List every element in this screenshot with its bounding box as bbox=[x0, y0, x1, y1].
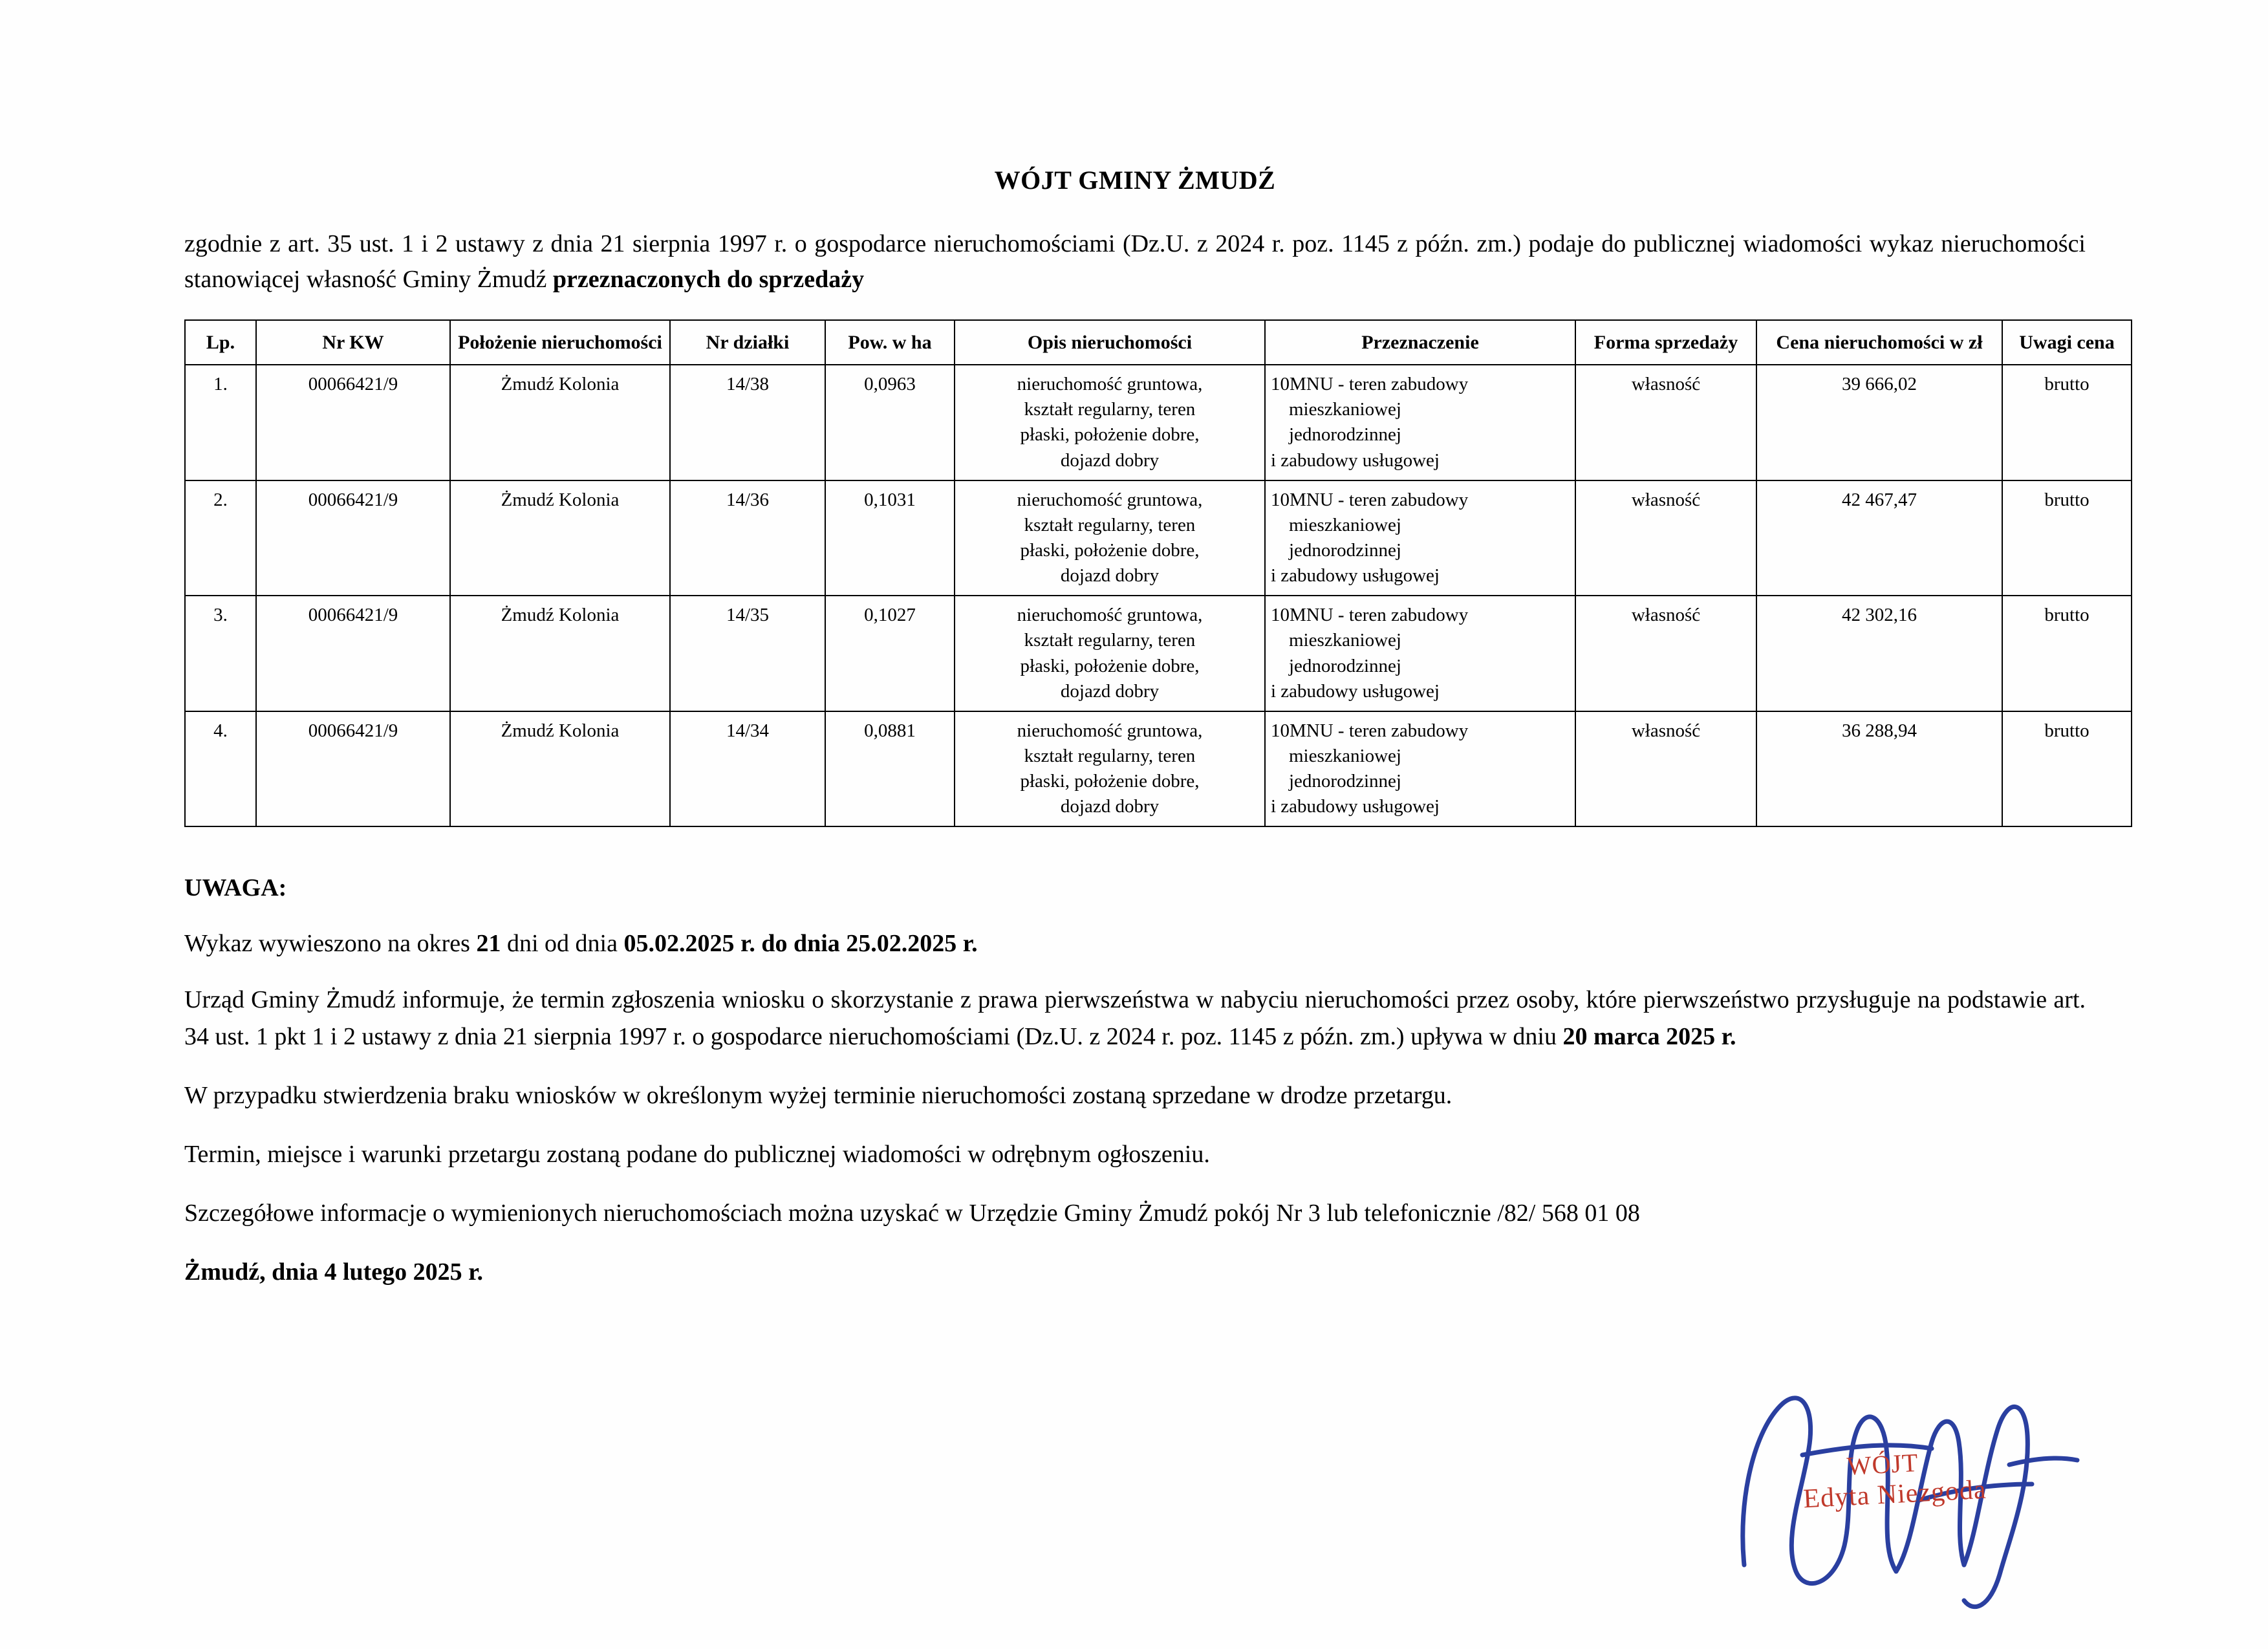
signature-name: Edyta Niezgoda bbox=[1802, 1474, 1987, 1514]
cell-dzialka: 14/35 bbox=[670, 596, 825, 711]
col-header-przeznaczenie: Przeznaczenie bbox=[1265, 320, 1575, 365]
note-contact-info: Szczegółowe informacje o wymienionych nieruchomościach można uzyskać w Urzędzie Gminy Żmudź pokój Nr 3 lub telefonicznie /82/ 568 01 08 bbox=[184, 1200, 1640, 1227]
note-display-period: Wykaz wywieszono na okres 21 dni od dnia 05.02.2025 r. do dnia 25.02.2025 r. bbox=[184, 930, 978, 958]
cell-kw: 00066421/9 bbox=[256, 596, 450, 711]
intro-text: zgodnie z art. 35 ust. 1 i 2 ustawy z dnia 21 sierpnia 1997 r. o gospodarce nieruchomościami (Dz.U. z 2024 r. poz. 1145 z późn. zm.) podaje do publicznej wiadomości wykaz nieruchomości stanowiącej własność Gminy Żmudź bbox=[184, 230, 2086, 294]
cell-dzialka: 14/34 bbox=[670, 711, 825, 827]
cell-uwagi: brutto bbox=[2002, 365, 2132, 480]
document-body bbox=[184, 165, 2115, 1286]
cell-pow: 0,0963 bbox=[825, 365, 955, 480]
handwritten-signature-icon bbox=[1705, 1352, 2171, 1623]
cell-lp: 1. bbox=[185, 365, 256, 480]
cell-cena: 42 467,47 bbox=[1756, 480, 2002, 596]
signature-role: WÓJT bbox=[1846, 1448, 1919, 1481]
cell-cena: 36 288,94 bbox=[1756, 711, 2002, 827]
table-row bbox=[185, 365, 2132, 480]
cell-kw: 00066421/9 bbox=[256, 365, 450, 480]
cell-przeznaczenie: 10MNU - teren zabudowy mieszkaniowej jednorodzinnej i zabudowy usługowej bbox=[1265, 596, 1575, 711]
table-row bbox=[185, 480, 2132, 596]
table-row bbox=[185, 596, 2132, 711]
cell-polozenie: Żmudź Kolonia bbox=[450, 480, 670, 596]
cell-opis: nieruchomość gruntowa, kształt regularny, teren płaski, położenie dobre, dojazd dobry bbox=[955, 480, 1265, 596]
col-header-cena: Cena nieruchomości w zł bbox=[1756, 320, 2002, 365]
note-auction-terms: Termin, miejsce i warunki przetargu zostaną podane do publicznej wiadomości w odrębnym ogłoszeniu. bbox=[184, 1141, 1210, 1169]
cell-forma: własność bbox=[1575, 711, 1756, 827]
table-row bbox=[185, 711, 2132, 827]
cell-polozenie: Żmudź Kolonia bbox=[450, 365, 670, 480]
page-title: WÓJT GMINY ŻMUDŹ bbox=[994, 166, 1276, 195]
property-list-table bbox=[184, 319, 2132, 827]
cell-dzialka: 14/38 bbox=[670, 365, 825, 480]
col-header-lp: Lp. bbox=[185, 320, 256, 365]
document-date: Żmudź, dnia 4 lutego 2025 r. bbox=[184, 1258, 484, 1286]
col-header-kw: Nr KW bbox=[256, 320, 450, 365]
cell-kw: 00066421/9 bbox=[256, 480, 450, 596]
intro-paragraph bbox=[184, 226, 2086, 297]
signature-stamp bbox=[1801, 1444, 1987, 1515]
cell-opis: nieruchomość gruntowa, kształt regularny, teren płaski, położenie dobre, dojazd dobry bbox=[955, 365, 1265, 480]
cell-pow: 0,1031 bbox=[825, 480, 955, 596]
cell-uwagi: brutto bbox=[2002, 596, 2132, 711]
cell-lp: 3. bbox=[185, 596, 256, 711]
col-header-polozenie: Położenie nieruchomości bbox=[450, 320, 670, 365]
cell-opis: nieruchomość gruntowa, kształt regularny, teren płaski, położenie dobre, dojazd dobry bbox=[955, 711, 1265, 827]
cell-lp: 2. bbox=[185, 480, 256, 596]
cell-pow: 0,0881 bbox=[825, 711, 955, 827]
note-priority-deadline: Urząd Gminy Żmudź informuje, że termin zgłoszenia wniosku o skorzystanie z prawa pierwszeństwa w nabyciu nieruchomości przez osoby, które pierwszeństwo przysługuje na podstawie art. 34 ust. 1 pkt 1 i 2 ustawy z dnia 21 sierpnia 1997 r. o gospodarce nieruchomościami (Dz.U. z 2024 r. poz. 1145 z późn. zm.) upływa w dniu 20 marca 2025 r. bbox=[184, 986, 2086, 1051]
intro-emphasis: przeznaczonych do sprzedaży bbox=[552, 266, 865, 294]
cell-forma: własność bbox=[1575, 480, 1756, 596]
cell-kw: 00066421/9 bbox=[256, 711, 450, 827]
col-header-pow: Pow. w ha bbox=[825, 320, 955, 365]
signature-block bbox=[1705, 1352, 2171, 1623]
col-header-opis: Opis nieruchomości bbox=[955, 320, 1265, 365]
cell-cena: 39 666,02 bbox=[1756, 365, 2002, 480]
cell-dzialka: 14/36 bbox=[670, 480, 825, 596]
table-body bbox=[185, 365, 2132, 826]
cell-lp: 4. bbox=[185, 711, 256, 827]
cell-uwagi: brutto bbox=[2002, 711, 2132, 827]
cell-przeznaczenie: 10MNU - teren zabudowy mieszkaniowej jednorodzinnej i zabudowy usługowej bbox=[1265, 365, 1575, 480]
note-auction-info: W przypadku stwierdzenia braku wniosków w określonym wyżej terminie nieruchomości zostaną sprzedane w drodze przetargu. bbox=[184, 1082, 1453, 1110]
cell-opis: nieruchomość gruntowa, kształt regularny, teren płaski, położenie dobre, dojazd dobry bbox=[955, 596, 1265, 711]
cell-polozenie: Żmudź Kolonia bbox=[450, 711, 670, 827]
col-header-dzialka: Nr działki bbox=[670, 320, 825, 365]
cell-cena: 42 302,16 bbox=[1756, 596, 2002, 711]
cell-forma: własność bbox=[1575, 596, 1756, 711]
cell-przeznaczenie: 10MNU - teren zabudowy mieszkaniowej jednorodzinnej i zabudowy usługowej bbox=[1265, 711, 1575, 827]
table-header-row bbox=[185, 320, 2132, 365]
cell-uwagi: brutto bbox=[2002, 480, 2132, 596]
col-header-forma: Forma sprzedaży bbox=[1575, 320, 1756, 365]
cell-pow: 0,1027 bbox=[825, 596, 955, 711]
cell-polozenie: Żmudź Kolonia bbox=[450, 596, 670, 711]
cell-forma: własność bbox=[1575, 365, 1756, 480]
cell-przeznaczenie: 10MNU - teren zabudowy mieszkaniowej jednorodzinnej i zabudowy usługowej bbox=[1265, 480, 1575, 596]
notes-heading: UWAGA: bbox=[184, 874, 287, 902]
col-header-uwagi: Uwagi cena bbox=[2002, 320, 2132, 365]
